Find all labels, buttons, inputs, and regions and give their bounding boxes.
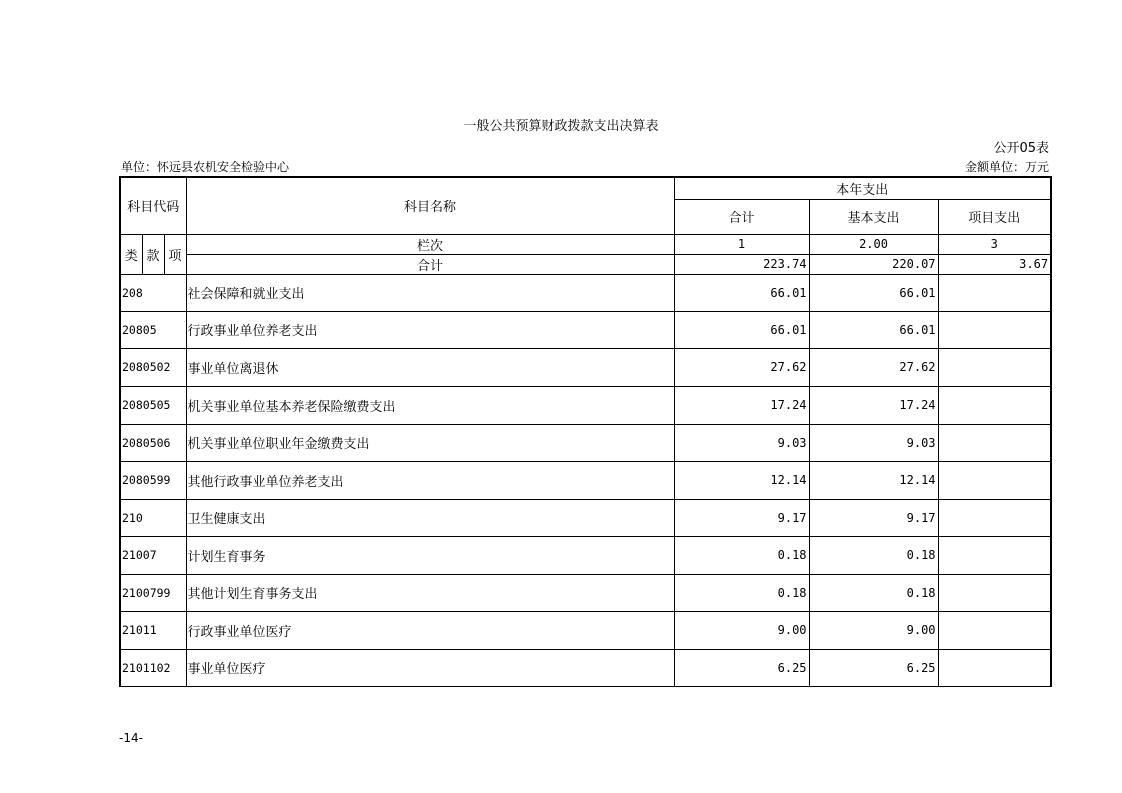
row-basic: 9.17 xyxy=(809,499,938,536)
total-column-header: 合计 xyxy=(674,199,809,234)
row-total: 0.18 xyxy=(674,536,809,574)
row-basic: 27.62 xyxy=(809,348,938,386)
form-number: 公开05表 xyxy=(993,141,1049,156)
row-code: 21007 xyxy=(120,536,186,574)
column-1-number: 1 xyxy=(674,234,809,254)
row-code: 2080505 xyxy=(120,386,186,424)
row-total: 12.14 xyxy=(674,461,809,499)
row-project xyxy=(938,461,1051,499)
kuan-header: 款 xyxy=(142,234,164,274)
table-row xyxy=(120,311,1051,348)
column-number-row xyxy=(120,234,1051,254)
document-title: 一般公共预算财政拨款支出决算表 xyxy=(463,119,659,134)
row-project xyxy=(938,386,1051,424)
row-name: 其他行政事业单位养老支出 xyxy=(186,461,674,499)
row-total: 66.01 xyxy=(674,274,809,311)
row-basic: 0.18 xyxy=(809,536,938,574)
row-total: 9.17 xyxy=(674,499,809,536)
row-basic: 17.24 xyxy=(809,386,938,424)
row-project xyxy=(938,274,1051,311)
project-column-header: 项目支出 xyxy=(938,199,1051,234)
table-row xyxy=(120,348,1051,386)
row-basic: 6.25 xyxy=(809,649,938,686)
table-row xyxy=(120,424,1051,461)
year-expenditure-header: 本年支出 xyxy=(674,177,1051,199)
row-name: 计划生育事务 xyxy=(186,536,674,574)
row-total: 66.01 xyxy=(674,311,809,348)
row-project xyxy=(938,348,1051,386)
row-code: 2080599 xyxy=(120,461,186,499)
row-basic: 66.01 xyxy=(809,274,938,311)
expenditure-table xyxy=(119,176,1052,687)
row-basic: 9.00 xyxy=(809,611,938,649)
row-project xyxy=(938,574,1051,611)
totals-total: 223.74 xyxy=(674,254,809,274)
row-name: 社会保障和就业支出 xyxy=(186,274,674,311)
code-group-header: 科目代码 xyxy=(120,177,186,234)
lei-header: 类 xyxy=(120,234,142,274)
basic-column-header: 基本支出 xyxy=(809,199,938,234)
row-name: 其他计划生育事务支出 xyxy=(186,574,674,611)
reporting-unit: 单位：怀远县农机安全检验中心 xyxy=(121,160,290,174)
row-name: 行政事业单位医疗 xyxy=(186,611,674,649)
row-code: 2100799 xyxy=(120,574,186,611)
column-number-label: 栏次 xyxy=(186,234,674,254)
row-total: 9.03 xyxy=(674,424,809,461)
row-code: 21011 xyxy=(120,611,186,649)
row-project xyxy=(938,311,1051,348)
totals-label: 合计 xyxy=(186,254,674,274)
row-project xyxy=(938,424,1051,461)
page-number: -14- xyxy=(119,731,143,745)
table-row xyxy=(120,386,1051,424)
table-row xyxy=(120,649,1051,686)
xiang-header: 项 xyxy=(164,234,186,274)
row-project xyxy=(938,611,1051,649)
row-basic: 9.03 xyxy=(809,424,938,461)
table-row xyxy=(120,611,1051,649)
row-total: 0.18 xyxy=(674,574,809,611)
row-basic: 66.01 xyxy=(809,311,938,348)
row-name: 事业单位医疗 xyxy=(186,649,674,686)
row-code: 20805 xyxy=(120,311,186,348)
row-name: 机关事业单位基本养老保险缴费支出 xyxy=(186,386,674,424)
row-name: 机关事业单位职业年金缴费支出 xyxy=(186,424,674,461)
row-name: 事业单位离退休 xyxy=(186,348,674,386)
header-row-1 xyxy=(120,177,1051,199)
row-total: 9.00 xyxy=(674,611,809,649)
column-3-number: 3 xyxy=(938,234,1051,254)
row-name: 卫生健康支出 xyxy=(186,499,674,536)
row-project xyxy=(938,536,1051,574)
table-row xyxy=(120,274,1051,311)
row-code: 208 xyxy=(120,274,186,311)
row-basic: 0.18 xyxy=(809,574,938,611)
row-code: 2080502 xyxy=(120,348,186,386)
row-code: 2080506 xyxy=(120,424,186,461)
amount-unit: 金额单位：万元 xyxy=(964,160,1049,174)
row-total: 27.62 xyxy=(674,348,809,386)
row-project xyxy=(938,649,1051,686)
table-row xyxy=(120,536,1051,574)
row-code: 2101102 xyxy=(120,649,186,686)
row-code: 210 xyxy=(120,499,186,536)
row-basic: 12.14 xyxy=(809,461,938,499)
totals-basic: 220.07 xyxy=(809,254,938,274)
table-row xyxy=(120,574,1051,611)
row-project xyxy=(938,499,1051,536)
totals-project: 3.67 xyxy=(938,254,1051,274)
name-column-header: 科目名称 xyxy=(186,177,674,234)
row-total: 6.25 xyxy=(674,649,809,686)
column-2-number: 2.00 xyxy=(809,234,938,254)
totals-row xyxy=(120,254,1051,274)
table-row xyxy=(120,499,1051,536)
row-name: 行政事业单位养老支出 xyxy=(186,311,674,348)
row-total: 17.24 xyxy=(674,386,809,424)
table-row xyxy=(120,461,1051,499)
